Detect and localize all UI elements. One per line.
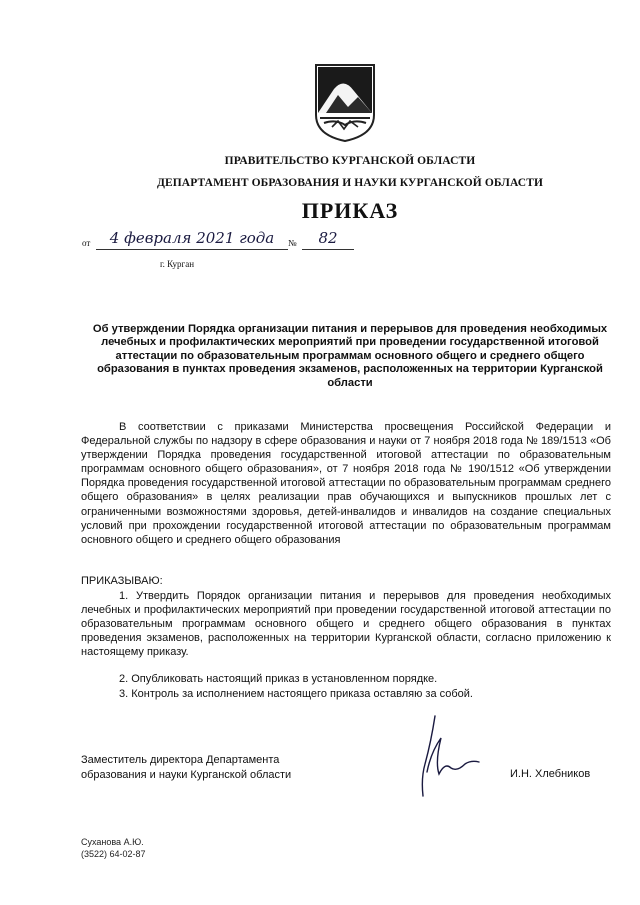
- signatory-position-line-2: образования и науки Курганской области: [81, 769, 292, 781]
- preamble-paragraph: В соответствии с приказами Министерства просвещения Российской Федерации и Федеральной службы по надзору в сфере образования и науки от 7 ноября 2018 года № 189/1513 «Об утверждении Порядка проведения государственной итоговой аттестации по образовательным программам основного общего образования», от 7 ноября 2018 года № 190/1512 «Об утверждении Порядка проведения государственной итоговой аттестации по образовательным программам среднего общего образования» в целях реализации прав обучающихся и выпускников прошлых лет с ограниченными возможностями здоровья, детей-инвалидов и инвалидов на создание специальных условий при прохождении государственной итоговой аттестации по образовательным программам основного общего и среднего общего образования: [81, 421, 611, 546]
- executor-info: [81, 836, 146, 860]
- date-prefix-label: от: [82, 238, 91, 248]
- executor-name: Суханова А.Ю.: [81, 837, 144, 847]
- city-label: г. Курган: [160, 259, 195, 269]
- region-emblem: [314, 63, 376, 143]
- order-subject-title: Об утверждении Порядка организации питания и перерывов для проведения необходимых лечебных и профилактических мероприятий при проведении государственной итоговой аттестации по образовательным программам основного общего и среднего общего образования в пунктах проведения экзаменов, расположенных на территории Курганской области: [92, 323, 608, 389]
- order-item-1: 1. Утвердить Порядок организации питания и перерывов для проведения необходимых лечебных и профилактических мероприятий при проведении государственной итоговой аттестации по образовательным программам основного общего и среднего общего образования в пунктах проведения экзаменов, расположенных на территории Курганской области, согласно приложению к настоящему приказу.: [81, 590, 611, 659]
- handwritten-signature: [405, 712, 485, 802]
- document-type-title: ПРИКАЗ: [301, 198, 399, 223]
- handwritten-date: 4 февраля 2021 года: [96, 229, 288, 250]
- government-name: ПРАВИТЕЛЬСТВО КУРГАНСКОЙ ОБЛАСТИ: [224, 155, 476, 167]
- order-directive-word: ПРИКАЗЫВАЮ:: [81, 575, 163, 587]
- department-name: ДЕПАРТАМЕНТ ОБРАЗОВАНИЯ И НАУКИ КУРГАНСКОЙ ОБЛАСТИ: [156, 177, 544, 189]
- order-item-3: 3. Контроль за исполнением настоящего приказа оставляю за собой.: [119, 688, 473, 700]
- signatory-position: [81, 753, 291, 783]
- signatory-name: И.Н. Хлебников: [510, 768, 591, 780]
- emblem-icon: [314, 63, 376, 143]
- executor-phone: (3522) 64-02-87: [81, 849, 146, 859]
- order-item-2: 2. Опубликовать настоящий приказ в установленном порядке.: [119, 673, 438, 685]
- signatory-position-line-1: Заместитель директора Департамента: [81, 754, 280, 766]
- handwritten-number: 82: [302, 229, 354, 250]
- signature-icon: [405, 712, 485, 802]
- number-prefix-label: №: [288, 238, 297, 248]
